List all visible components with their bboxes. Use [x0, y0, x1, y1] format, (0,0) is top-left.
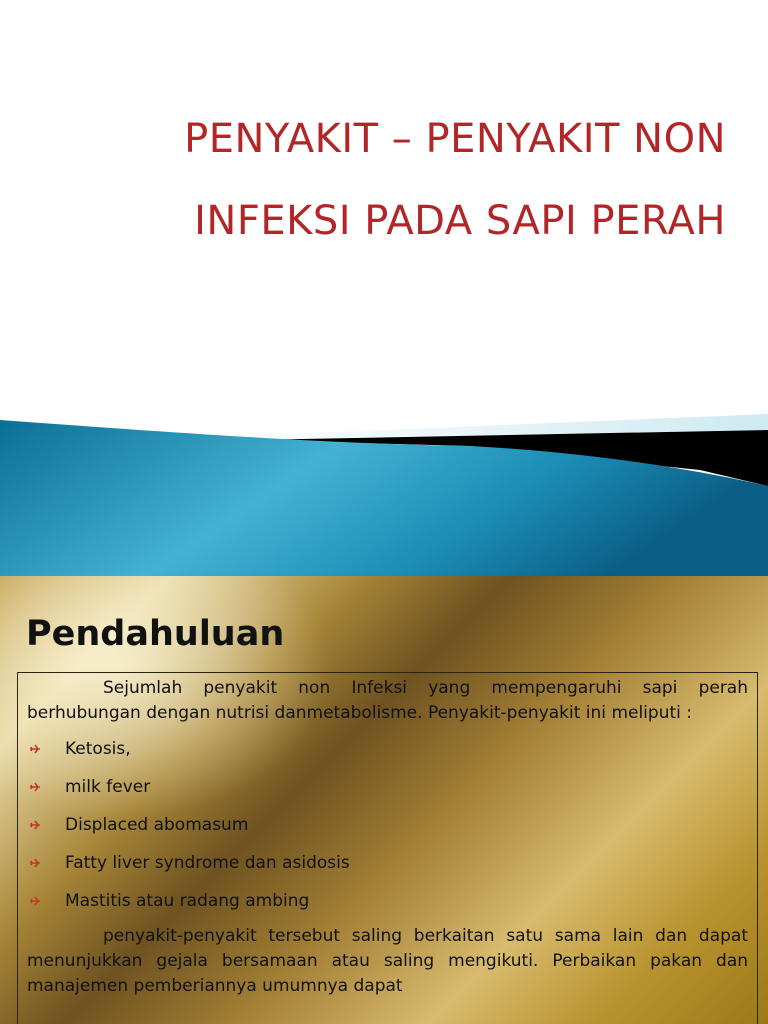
list-item [27, 772, 748, 810]
list-item-label: Ketosis, [65, 739, 131, 759]
outro-line-1: penyakit-penyakit tersebut saling berkaitan satu sama lain dan [103, 926, 688, 946]
content-slide [0, 576, 768, 1024]
slide-heading: Pendahuluan [26, 614, 285, 654]
list-item [27, 848, 748, 886]
disease-list [27, 734, 748, 924]
intro-line-2: berhubungan dengan nutrisi danmetabolisme. Penyakit-penyakit ini [27, 703, 607, 723]
intro-paragraph [27, 676, 748, 726]
slide-title-line-2: INFEKSI PADA SAPI PERAH [194, 198, 726, 244]
airplane-bullet-icon [29, 743, 41, 755]
airplane-bullet-icon [29, 857, 41, 869]
list-item-label: Displaced abomasum [65, 815, 249, 835]
intro-line-3: meliputi : [611, 703, 692, 723]
list-item [27, 886, 748, 924]
list-item-label: Fatty liver syndrome dan asidosis [65, 853, 350, 873]
list-item-label: milk fever [65, 777, 151, 797]
slide-title-line-1: PENYAKIT – PENYAKIT NON [184, 116, 726, 162]
decorative-wave-band [0, 400, 768, 576]
outro-paragraph [27, 924, 748, 999]
outro-line-2: dapat menunjukkan gejala bersamaan atau saling mengikuti. [27, 926, 748, 971]
list-item-label: Mastitis atau radang ambing [65, 891, 310, 911]
list-item [27, 734, 748, 772]
airplane-bullet-icon [29, 781, 41, 793]
outro-line-3: Perbaikan pakan dan manajemen pemberiannya umumnya dapat [27, 951, 749, 996]
list-item [27, 810, 748, 848]
airplane-bullet-icon [29, 895, 41, 907]
content-text-box [17, 672, 758, 1024]
airplane-bullet-icon [29, 819, 41, 831]
intro-line-1: Sejumlah penyakit non Infeksi yang mempengaruhi sapi perah [103, 678, 748, 698]
